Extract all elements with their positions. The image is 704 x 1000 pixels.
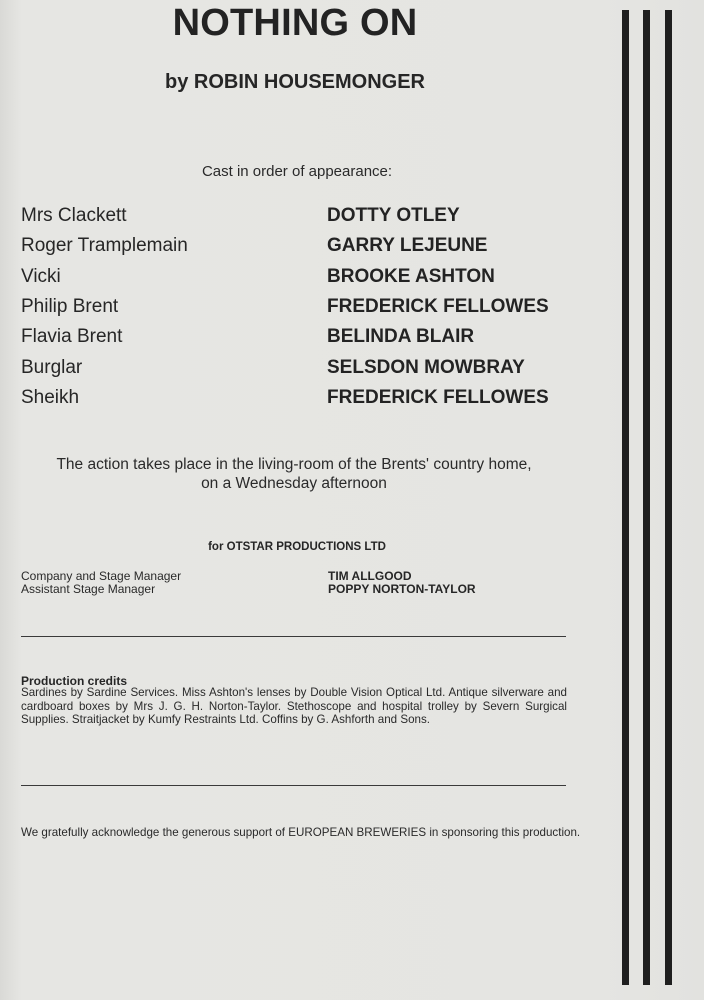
cast-row <box>21 292 581 322</box>
staff-role: Company and Stage Manager <box>21 569 182 583</box>
cast-actor: FREDERICK FELLOWES <box>327 296 549 318</box>
cast-row <box>21 352 581 382</box>
cast-heading: Cast in order of appearance: <box>201 163 393 180</box>
decorative-bar <box>643 10 650 985</box>
setting-note <box>0 455 588 493</box>
cast-row <box>21 231 581 261</box>
cast-actor: BELINDA BLAIR <box>327 326 475 348</box>
staff-row <box>21 569 581 582</box>
producer-line: for OTSTAR PRODUCTIONS LTD <box>208 541 386 553</box>
cast-role: Vicki <box>21 265 61 287</box>
play-author: by ROBIN HOUSEMONGER <box>164 71 426 93</box>
cast-row <box>21 383 581 413</box>
cast-list <box>21 201 581 413</box>
cast-row <box>21 201 581 231</box>
decorative-bar <box>665 10 672 985</box>
cast-actor: GARRY LEJEUNE <box>327 235 488 257</box>
decorative-bar <box>622 10 629 985</box>
staff-name: POPPY NORTON-TAYLOR <box>328 582 476 596</box>
staff-role: Assistant Stage Manager <box>21 582 156 596</box>
divider-rule <box>21 636 566 637</box>
acknowledgement-text: We gratefully acknowledge the generous support of EUROPEAN BREWERIES in sponsoring this production. <box>21 826 581 839</box>
cast-role: Roger Tramplemain <box>21 235 188 257</box>
cast-row <box>21 262 581 292</box>
credits-text: Sardines by Sardine Services. Miss Ashton's lenses by Double Vision Optical Ltd. Antique silverware and cardboard boxes by Mrs J. G. H. Norton-Taylor. Stethoscope and hospital trolley by Severn Surgical Supplies. Straitjacket by Kumfy Restraints Ltd. Coffins by G. Ashforth and Sons. <box>21 686 567 726</box>
staff-name: TIM ALLGOOD <box>328 569 412 583</box>
cast-actor: DOTTY OTLEY <box>327 205 460 227</box>
cast-role: Sheikh <box>21 386 80 408</box>
cast-actor: BROOKE ASHTON <box>327 265 495 287</box>
play-title: NOTHING ON <box>172 2 418 44</box>
cast-role: Philip Brent <box>21 296 119 318</box>
cast-row <box>21 322 581 352</box>
cast-actor: FREDERICK FELLOWES <box>327 386 549 408</box>
cast-role: Mrs Clackett <box>21 205 127 227</box>
cast-role: Flavia Brent <box>21 326 123 348</box>
cast-actor: SELSDON MOWBRAY <box>327 356 525 378</box>
setting-line-1: The action takes place in the living-room of the Brents' country home, <box>56 456 532 473</box>
divider-rule <box>21 785 566 786</box>
setting-line-2: on a Wednesday afternoon <box>201 475 387 492</box>
staff-row <box>21 582 581 595</box>
cast-role: Burglar <box>21 356 83 378</box>
credits-heading: Production credits <box>21 674 128 688</box>
staff-list <box>21 569 581 595</box>
